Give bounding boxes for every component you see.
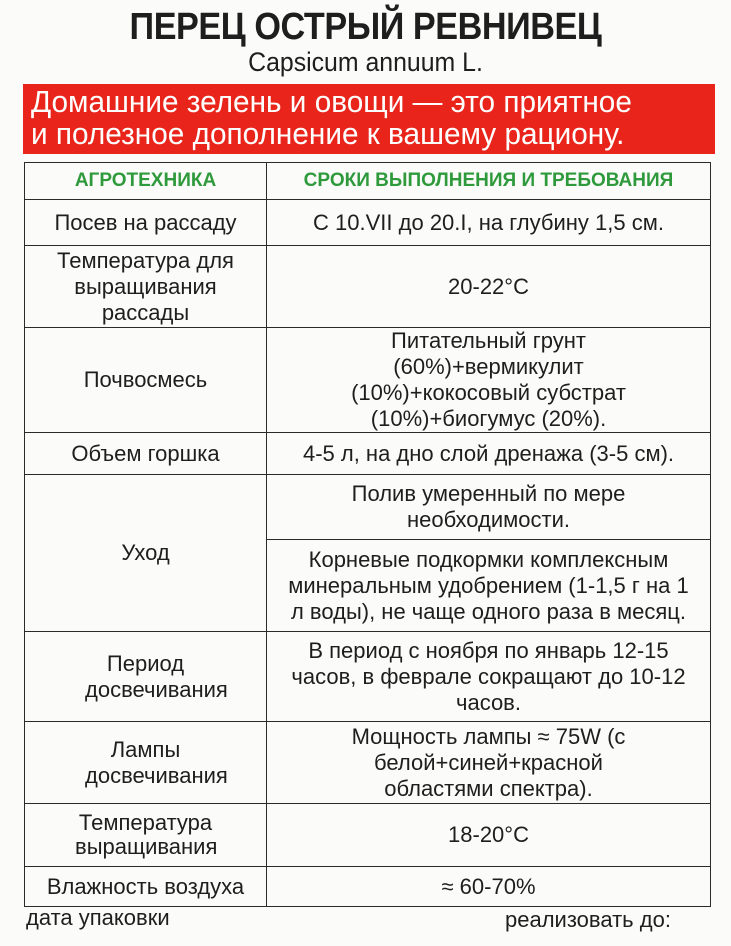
row-label: Почвосмесь: [25, 328, 267, 433]
row-label: Температура выращивания: [25, 804, 267, 867]
table-row: [25, 867, 711, 907]
row-value: ≈ 60-70%: [267, 867, 711, 907]
row-value: Мощность лампы ≈ 75W (с белой+синей+красной областями спектра).: [267, 722, 711, 804]
row-label: Период досвечивания: [25, 632, 267, 722]
banner-line: и полезное дополнение к вашему рациону.: [31, 116, 625, 151]
product-title: ПЕРЕЦ ОСТРЫЙ РЕВНИВЕЦ: [129, 6, 602, 48]
agrotechnics-table: [24, 162, 711, 907]
banner-line: Домашние зелень и овощи — это приятное: [31, 84, 632, 119]
row-value: 18-20°C: [267, 804, 711, 867]
row-label: Влажность воздуха: [25, 867, 267, 907]
table-row: [25, 722, 711, 804]
column-header-agrotechnics: АГРОТЕХНИКА: [25, 163, 267, 200]
pack-date-label: дата упаковки: [26, 905, 170, 930]
table-header-row: [25, 163, 711, 200]
row-value: Питательный грунт (60%)+вермикулит (10%)+кокосовый субстрат (10%)+биогумус (20%).: [267, 328, 711, 433]
table-row: [25, 433, 711, 475]
table-row: [25, 200, 711, 246]
latin-name: Capsicum annuum L.: [248, 47, 483, 77]
sell-by-label: реализовать до:: [505, 907, 671, 932]
promo-banner: [23, 84, 715, 154]
row-label: Уход: [25, 475, 267, 632]
table-row: [25, 328, 711, 433]
column-header-requirements: СРОКИ ВЫПОЛНЕНИЯ И ТРЕБОВАНИЯ: [267, 163, 711, 200]
row-value: 4-5 л, на дно слой дренажа (3-5 см).: [267, 433, 711, 475]
row-value: Полив умеренный по мере необходимости.: [267, 475, 711, 540]
row-value-secondary: Корневые подкормки комплексным минеральным удобрением (1-1,5 г на 1 л воды), не чаще одного раза в месяц.: [267, 540, 711, 632]
table-row: [25, 804, 711, 867]
row-label: Посев на рассаду: [25, 200, 267, 246]
table-row: [25, 475, 711, 540]
table-row: [25, 632, 711, 722]
row-value: С 10.VII до 20.I, на глубину 1,5 см.: [267, 200, 711, 246]
row-value: 20-22°C: [267, 246, 711, 328]
table-row: [25, 246, 711, 328]
row-value: В период с ноября по январь 12-15 часов, в феврале сокращают до 10-12 часов.: [267, 632, 711, 722]
row-label: Температура для выращивания рассады: [25, 246, 267, 328]
row-label: Объем горшка: [25, 433, 267, 475]
row-label: Лампы досвечивания: [25, 722, 267, 804]
